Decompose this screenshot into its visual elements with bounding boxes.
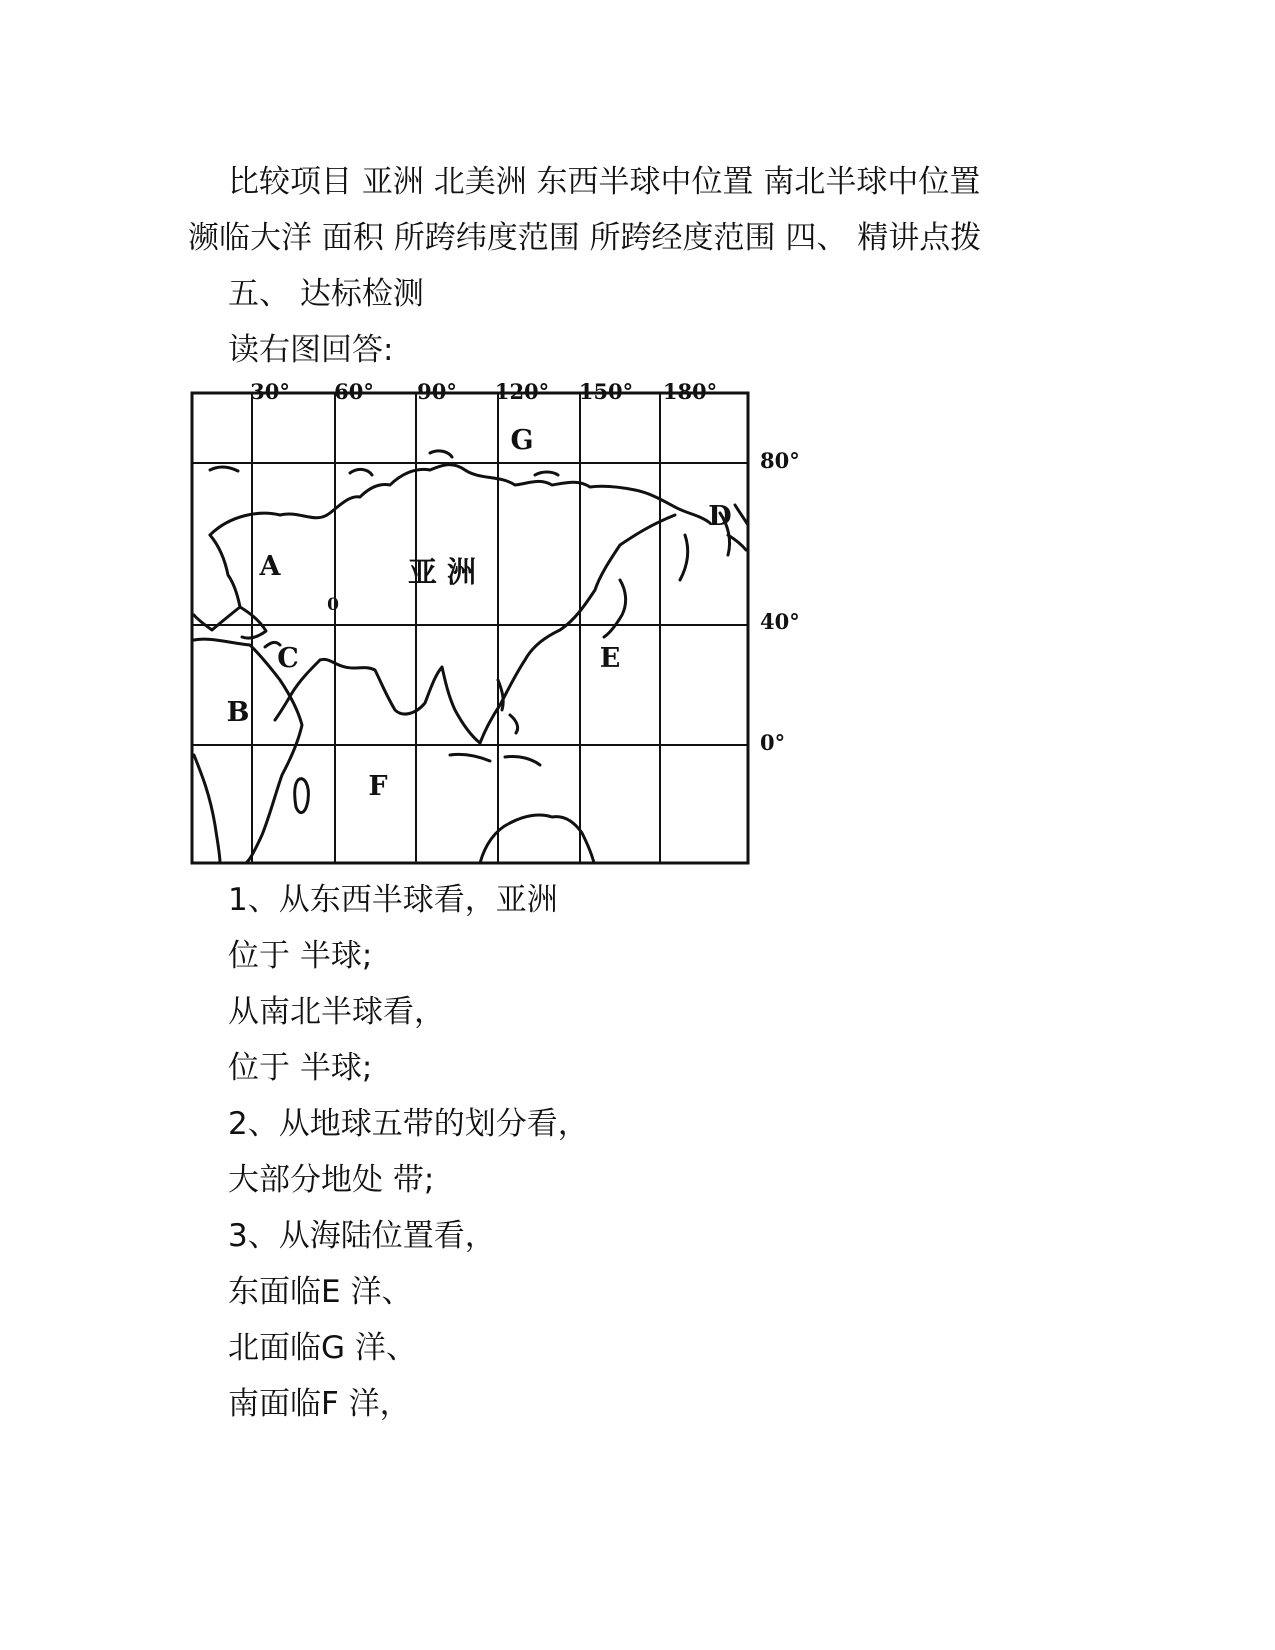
header-line-2: 濒临大洋 面积 所跨纬度范围 所跨经度范围 四、 精讲点拨	[188, 220, 982, 256]
region-label-c: C	[277, 643, 299, 674]
lon-label-150: 150°	[578, 379, 634, 404]
continent-label: 亚 洲	[407, 555, 477, 589]
question-line-4: 位于 半球;	[228, 1050, 373, 1086]
lat-label-0: 0°	[760, 730, 786, 755]
lon-label-180: 180°	[662, 379, 718, 404]
small-map-label: 0	[327, 595, 339, 615]
region-label-g: G	[510, 425, 534, 456]
question-line-10: 南面临F 洋，	[228, 1386, 411, 1422]
question-line-5: 2、从地球五带的划分看，	[228, 1106, 589, 1142]
lon-label-120: 120°	[494, 379, 550, 404]
question-line-9: 北面临G 洋、	[228, 1330, 417, 1366]
question-line-3: 从南北半球看，	[228, 994, 445, 1030]
header-line-4: 读右图回答:	[228, 332, 394, 368]
header-line-3: 五、 达标检测	[228, 276, 424, 312]
question-line-7: 3、从海陆位置看，	[228, 1218, 496, 1254]
region-label-d: D	[708, 501, 732, 532]
region-label-a: A	[259, 551, 281, 582]
question-line-8: 东面临E 洋、	[228, 1274, 413, 1310]
lon-label-30: 30°	[250, 379, 290, 404]
question-line-2: 位于 半球;	[228, 938, 373, 974]
asia-map-figure	[180, 375, 820, 880]
question-line-6: 大部分地处 带;	[228, 1162, 435, 1198]
lat-label-80: 80°	[760, 448, 800, 473]
region-label-e: E	[599, 643, 621, 674]
lon-label-90: 90°	[417, 379, 457, 404]
question-line-1: 1、从东西半球看，亚洲	[228, 882, 558, 918]
lon-label-60: 60°	[334, 379, 374, 404]
region-label-f: F	[368, 771, 388, 802]
region-label-b: B	[226, 697, 250, 728]
header-line-1: 比较项目 亚洲 北美洲 东西半球中位置 南北半球中位置	[228, 164, 981, 200]
lat-label-40: 40°	[760, 609, 800, 634]
